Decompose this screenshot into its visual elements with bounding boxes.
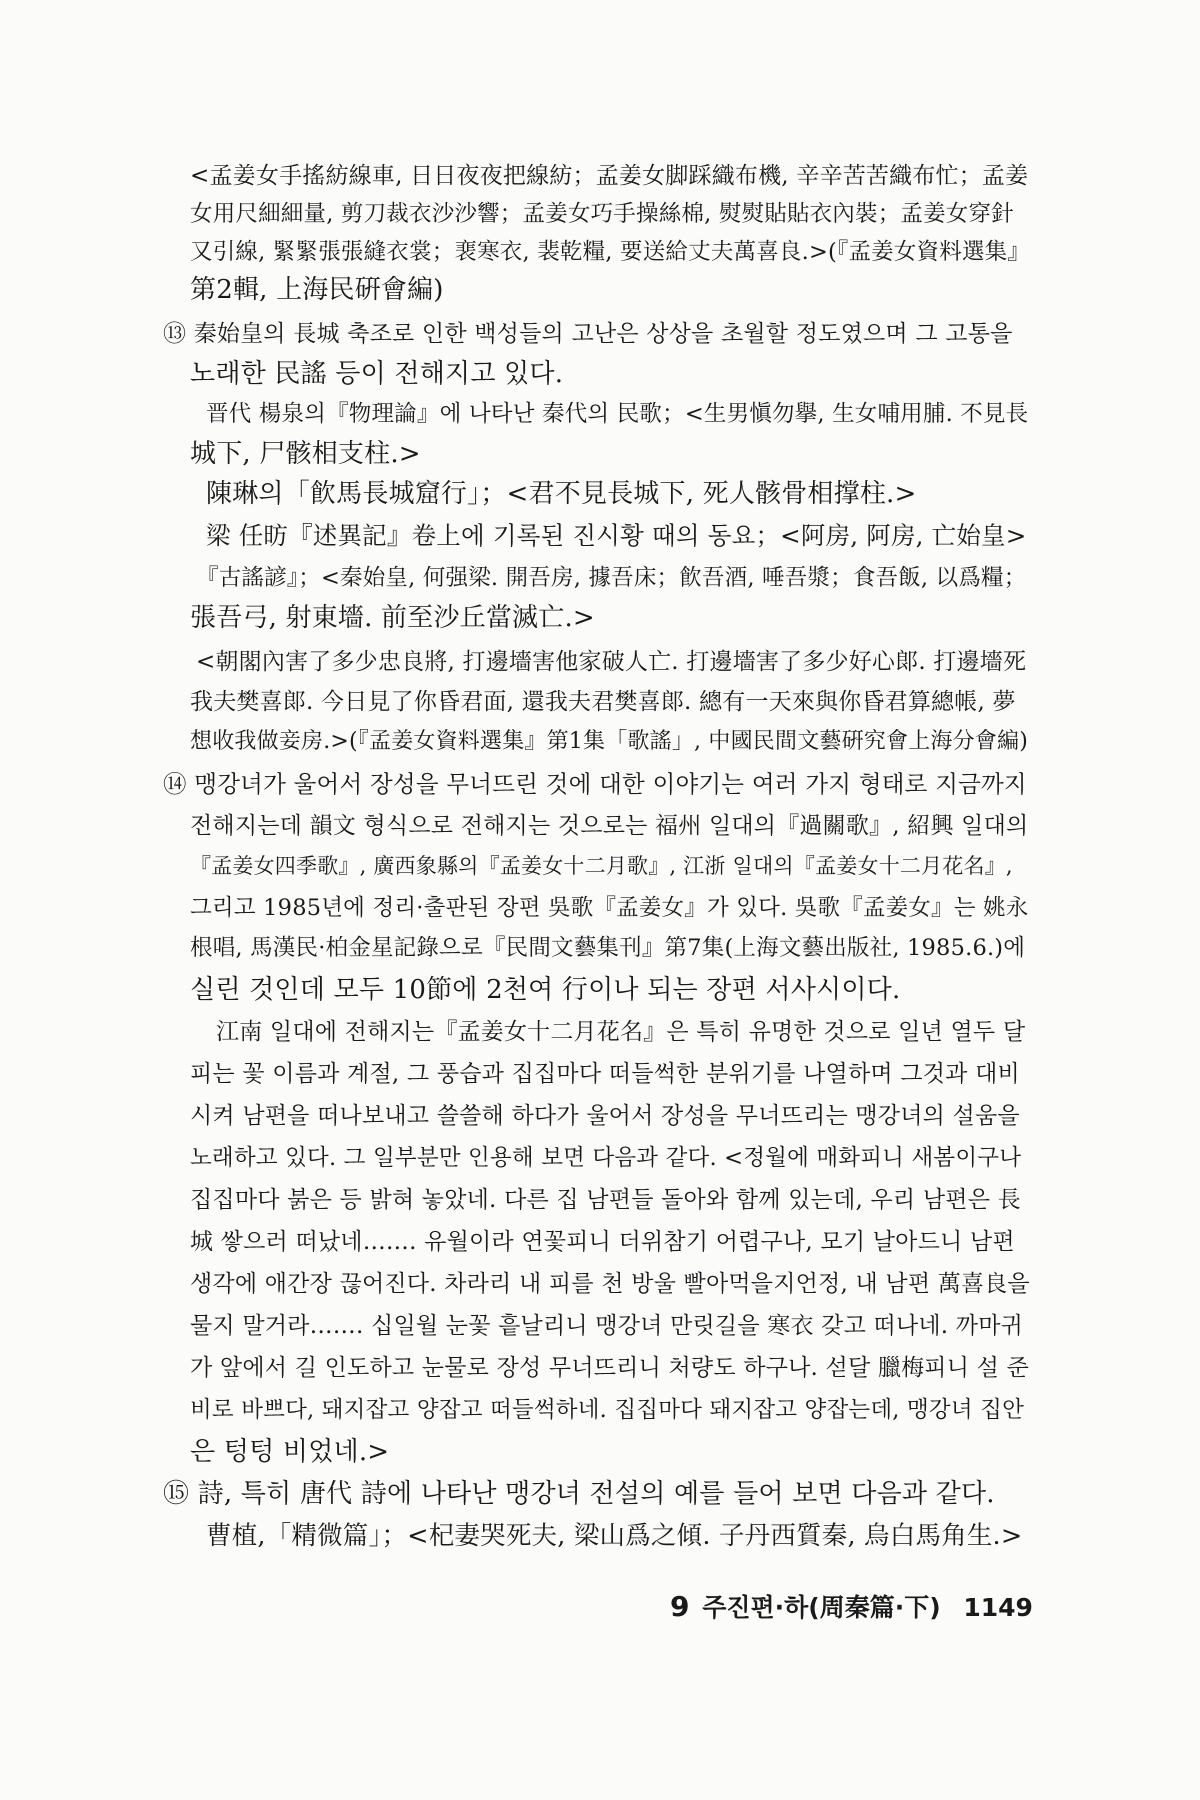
chapter-title: 주진편·하(周秦篇·下)	[702, 1593, 941, 1622]
note-14-line-5: 根唱, 馬漢民·柏金星記錄으로『民間文藝集刊』第7集(上海文藝出版社, 1985.6.)에	[190, 935, 1026, 961]
text-line-14: 我夫樊喜郞. 今日見了你昏君面, 還我夫君樊喜郞. 總有一天來與你昏君算總帳, 夢	[190, 689, 1016, 715]
text-line-12: 張吾弓, 射東墻. 前至沙丘當滅亡.>	[190, 603, 595, 633]
paragraph-line-8: 물지 말거라……. 십일월 눈꽃 흩날리니 맹강녀 만릿길을 寒衣 갖고 떠나네. 까마귀	[190, 1313, 1024, 1339]
text-line-4: 第2輯, 上海民硏會編)	[190, 275, 444, 305]
text-line-15: 想收我做妾房.>(『孟姜女資料選集』第1集「歌謠」, 中國民間文藝硏究會上海分會編)	[190, 729, 1028, 754]
page-number: 1149	[963, 1593, 1033, 1622]
page-footer	[670, 1588, 1033, 1624]
text-line-3: 又引線, 緊緊張張縫衣裳；裵寒衣, 裴乾糧, 要送給丈夫萬喜良.>(『孟姜女資料選集』	[190, 239, 1031, 265]
note-13-line-1: ⑬ 秦始皇의 長城 축조로 인한 백성들의 고난은 상상을 초월할 정도였으며 그 고통을	[163, 321, 1013, 347]
note-15-line-2: 曹植,「精微篇」；<杞妻哭死夫, 梁山爲之傾. 子丹西質秦, 烏白馬角生.>	[206, 1521, 1023, 1551]
text-line-2: 女用尺細細量, 剪刀裁衣沙沙響；孟姜女巧手操絲棉, 熨熨貼貼衣內裝；孟姜女穿針	[190, 201, 1014, 227]
text-line-9: 陳琳의「飮馬長城窟行」；<君不見長城下, 死人骸骨相撑柱.>	[206, 479, 917, 509]
paragraph-line-7: 생각에 애간장 끊어진다. 차라리 내 피를 천 방울 빨아먹을지언정, 내 남편 萬喜良을	[190, 1271, 1030, 1297]
note-14-line-3: 『孟姜女四季歌』, 廣西象縣의『孟姜女十二月歌』, 江浙 일대의『孟姜女十二月花名』,	[190, 854, 1013, 878]
paragraph-line-11: 은 텅텅 비었네.>	[190, 1437, 390, 1467]
chapter-number: 9	[670, 1590, 690, 1623]
paragraph-line-3: 시켜 남편을 떠나보내고 쓸쓸해 하다가 울어서 장성을 무너뜨리는 맹강녀의 설움을	[190, 1103, 1020, 1129]
text-line-8: 城下, 尸骸相支柱.>	[190, 439, 421, 469]
note-14-line-1: ⑭ 맹강녀가 울어서 장성을 무너뜨린 것에 대한 이야기는 여러 가지 형태로 지금까지	[163, 770, 1027, 798]
note-15-line-1: ⑮ 詩, 특히 唐代 詩에 나타난 맹강녀 전설의 예를 들어 보면 다음과 같다.	[163, 1479, 995, 1509]
text-line-7: 晋代 楊泉의『物理論』에 나타난 秦代의 民歌；<生男愼勿擧, 生女哺用脯. 不見長	[206, 401, 1029, 427]
paragraph-line-4: 노래하고 있다. 그 일부분만 인용해 보면 다음과 같다. <정월에 매화피니 새봄이구나	[190, 1145, 1022, 1171]
note-14-line-2: 전해지는데 韻文 형식으로 전해지는 것으로는 福州 일대의『過關歌』, 紹興 일대의	[190, 813, 1029, 839]
note-14-line-6: 실린 것인데 모두 10節에 2천여 行이나 되는 장편 서사시이다.	[190, 975, 901, 1005]
text-line-11: 『古謠諺』；<秦始皇, 何强梁. 開吾房, 據吾床；飮吾酒, 唾吾漿；食吾飯, 以爲糧；	[196, 565, 1027, 591]
text-line-10: 梁 任昉『述異記』卷上에 기록된 진시황 때의 동요；<阿房, 阿房, 亡始皇>	[206, 521, 1027, 550]
paragraph-line-6: 城 쌓으러 떠났네……. 유월이라 연꽃피니 더위참기 어렵구나, 모기 날아드니 남편	[190, 1229, 1015, 1255]
paragraph-line-10: 비로 바쁘다, 돼지잡고 양잡고 떠들썩하네. 집집마다 돼지잡고 양잡는데, 맹강녀 집안	[190, 1397, 1025, 1423]
paragraph-line-5: 집집마다 붉은 등 밝혀 놓았네. 다른 집 남편들 돌아와 함께 있는데, 우리 남편은 長	[190, 1187, 1021, 1213]
note-13-line-2: 노래한 民謠 등이 전해지고 있다.	[190, 359, 564, 389]
paragraph-line-2: 피는 꽃 이름과 계절, 그 풍습과 집집마다 떠들썩한 분위기를 나열하며 그것과 대비	[190, 1061, 1020, 1087]
text-line-1: <孟姜女手搖紡線車, 日日夜夜把線紡；孟姜女脚踩織布機, 辛辛苦苦織布忙；孟姜	[190, 163, 1029, 189]
paragraph-line-9: 가 앞에서 길 인도하고 눈물로 장성 무너뜨리니 처량도 하구나. 섣달 臘梅피니 설 준	[190, 1355, 1030, 1381]
text-line-13: <朝閣內害了多少忠良將, 打邊墻害他家破人亡. 打邊墻害了多少好心郞. 打邊墻死	[196, 649, 1027, 675]
paragraph-line-1: 江南 일대에 전해지는『孟姜女十二月花名』은 특히 유명한 것으로 일년 열두 달	[216, 1019, 1026, 1045]
note-14-line-4: 그리고 1985년에 정리·출판된 장편 吳歌『孟姜女』가 있다. 吳歌『孟姜女』는 姚永	[190, 895, 1029, 921]
